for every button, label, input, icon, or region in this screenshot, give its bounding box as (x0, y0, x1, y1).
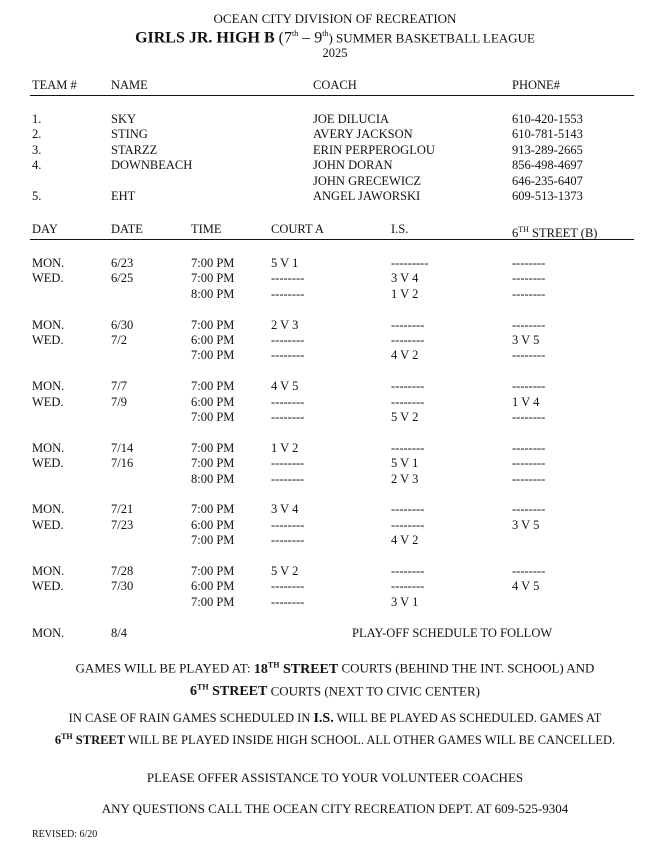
schedule-cell-court-a: 4 V 5 (271, 379, 299, 394)
schedule-cell-sixth: -------- (512, 256, 546, 270)
team-row-team: 2. (32, 127, 42, 142)
team-row-name: STARZZ (111, 142, 158, 157)
schedule-cell-sixth: -------- (512, 317, 546, 332)
location-note (20, 656, 650, 701)
schedule-cell-court-a: -------- (271, 271, 305, 286)
revised-date: REVISED: 6/20 (32, 829, 98, 840)
league-title-rest: ) SUMMER BASKETBALL LEAGUE (328, 30, 535, 46)
schedule-cell-date: 7/14 (111, 440, 134, 455)
schedule-header-court-a: COURT A (271, 222, 324, 236)
team-row-coach: JOHN GRECEWICZ (313, 173, 421, 188)
schedule-cell-sixth: 1 V 4 (512, 394, 540, 409)
team-row-coach: ERIN PERPEROGLOU (313, 142, 435, 157)
teams-header-phone: PHONE# (512, 78, 560, 92)
schedule-cell-day: WED. (32, 456, 64, 471)
teams-header-rule (30, 95, 634, 96)
team-row-team: 4. (32, 158, 42, 173)
team-row-name: DOWNBEACH (111, 158, 193, 173)
schedule-cell-sixth: -------- (512, 502, 546, 517)
teams-header-coach: COACH (313, 78, 357, 92)
schedule-cell-date: 7/7 (111, 379, 127, 394)
schedule-cell-court-a: 1 V 2 (271, 440, 299, 455)
schedule-cell-date: 7/28 (111, 564, 134, 578)
league-grade-sup2: th (322, 29, 329, 38)
sixth-pre: 6 (512, 226, 519, 241)
schedule-cell-time: 7:00 PM (191, 456, 235, 471)
schedule-cell-day: MON. (32, 256, 65, 270)
schedule-cell-court-a: 5 V 1 (271, 256, 299, 270)
schedule-cell-time: 7:00 PM (191, 410, 235, 424)
sixth-sup: TH (518, 225, 529, 234)
league-grade-sup1: th (292, 29, 299, 38)
schedule-cell-court-a: 3 V 4 (271, 502, 299, 517)
team-row-coach: JOE DILUCIA (313, 112, 390, 126)
schedule-cell-court-a: -------- (271, 456, 305, 471)
schedule-cell-date: 7/2 (111, 333, 127, 347)
schedule-cell-is: -------- (391, 564, 425, 578)
schedule-cell-is: 5 V 2 (391, 410, 419, 424)
schedule-cell-is: 4 V 2 (391, 348, 419, 363)
schedule-cell-is: 1 V 2 (391, 286, 419, 301)
schedule-cell-day: WED. (32, 579, 64, 594)
schedule-cell-court-a: 5 V 2 (271, 564, 299, 578)
schedule-cell-time: 7:00 PM (191, 564, 235, 578)
schedule-cell-date: 6/30 (111, 317, 134, 332)
schedule-cell-court-a: -------- (271, 594, 305, 609)
schedule-cell-day: WED. (32, 271, 64, 286)
schedule-cell-sixth: -------- (512, 348, 546, 363)
schedule-cell-day: MON. (32, 564, 65, 578)
location-pre: GAMES WILL BE PLAYED AT: (75, 660, 254, 676)
schedule-header-date: DATE (111, 222, 143, 236)
schedule-cell-court-a: -------- (271, 333, 305, 347)
schedule-cell-time: 7:00 PM (191, 256, 235, 270)
schedule-cell-court-a: -------- (271, 533, 305, 548)
schedule-cell-is: 4 V 2 (391, 533, 419, 548)
league-grade-dash: – 9 (298, 29, 323, 47)
schedule-cell-is: -------- (391, 379, 425, 394)
schedule-cell-is: 3 V 1 (391, 594, 419, 609)
schedule-cell-is: 5 V 1 (391, 456, 419, 471)
playoff-day: MON. (32, 626, 65, 640)
team-row-coach: ANGEL JAWORSKI (313, 189, 421, 203)
league-grade-open: (7 (274, 29, 292, 47)
schedule-cell-time: 7:00 PM (191, 440, 235, 455)
schedule-cell-court-a: -------- (271, 394, 305, 409)
location-6th: 6TH STREET (190, 682, 268, 700)
schedule-cell-time: 7:00 PM (191, 271, 235, 286)
questions-note: ANY QUESTIONS CALL THE OCEAN CITY RECREATION DEPT. AT 609-525-9304 (101, 801, 569, 816)
sixth-post: STREET (B) (528, 226, 598, 241)
rain-is: I.S. (313, 711, 334, 726)
schedule-cell-court-a: -------- (271, 517, 305, 532)
schedule-cell-time: 6:00 PM (191, 517, 235, 532)
schedule-cell-is: 2 V 3 (391, 471, 419, 486)
schedule-header-is: I.S. (391, 222, 409, 236)
teams-header-team: TEAM # (32, 78, 77, 92)
schedule-cell-court-a: -------- (271, 410, 305, 424)
team-row-phone: 856-498-4697 (512, 158, 583, 173)
schedule-cell-is: -------- (391, 317, 425, 332)
schedule-header-time: TIME (191, 222, 222, 236)
team-row-phone: 609-513-1373 (512, 189, 583, 203)
team-row-phone: 610-781-5143 (512, 127, 583, 142)
schedule-cell-court-a: -------- (271, 471, 305, 486)
schedule-cell-time: 7:00 PM (191, 348, 235, 363)
schedule-cell-time: 8:00 PM (191, 286, 235, 301)
rain-mid: WILL BE PLAYED AS SCHEDULED. GAMES AT (333, 711, 602, 725)
team-row-team: 3. (32, 142, 42, 157)
league-year: 2025 (322, 46, 348, 60)
schedule-cell-sixth: -------- (512, 379, 546, 394)
schedule-cell-day: MON. (32, 317, 65, 332)
location-18th: 18TH STREET (253, 660, 339, 677)
playoff-note: PLAY-OFF SCHEDULE TO FOLLOW (352, 626, 553, 640)
schedule-cell-day: MON. (32, 502, 65, 517)
schedule-cell-day: WED. (32, 517, 64, 532)
schedule-cell-day: WED. (32, 333, 64, 347)
schedule-cell-sixth: -------- (512, 456, 546, 471)
schedule-cell-date: 7/9 (111, 394, 127, 409)
schedule-cell-is: -------- (391, 440, 425, 455)
location-mid: COURTS (BEHIND THE INT. SCHOOL) AND (338, 660, 595, 676)
rain-end: WILL BE PLAYED INSIDE HIGH SCHOOL. ALL OTHER GAMES WILL BE CANCELLED. (125, 733, 616, 748)
assist-note: PLEASE OFFER ASSISTANCE TO YOUR VOLUNTEER COACHES (146, 770, 524, 785)
schedule-cell-sixth: -------- (512, 286, 546, 301)
schedule-cell-time: 6:00 PM (191, 333, 235, 347)
schedule-cell-day: WED. (32, 394, 64, 409)
rain-pre: IN CASE OF RAIN GAMES SCHEDULED IN (68, 711, 314, 725)
schedule-cell-time: 7:00 PM (191, 533, 235, 548)
schedule-cell-day: MON. (32, 440, 65, 455)
schedule-cell-is: -------- (391, 333, 425, 347)
schedule-cell-time: 6:00 PM (191, 394, 235, 409)
schedule-cell-court-a: -------- (271, 286, 305, 301)
schedule-cell-court-a: -------- (271, 348, 305, 363)
league-title-bold: GIRLS JR. HIGH B (135, 29, 275, 47)
schedule-cell-time: 8:00 PM (191, 471, 235, 486)
schedule-cell-time: 6:00 PM (191, 579, 235, 594)
schedule-cell-day: MON. (32, 379, 65, 394)
schedule-cell-sixth: -------- (512, 471, 546, 486)
playoff-date: 8/4 (111, 626, 127, 640)
schedule-cell-date: 7/21 (111, 502, 134, 517)
schedule-header-day: DAY (32, 222, 58, 236)
schedule-cell-court-a: 2 V 3 (271, 317, 299, 332)
schedule-header-rule (30, 239, 634, 240)
schedule-cell-is: 3 V 4 (391, 271, 419, 286)
schedule-cell-is: -------- (391, 579, 425, 594)
league-title (0, 29, 670, 47)
schedule-cell-sixth: -------- (512, 440, 546, 455)
schedule-cell-time: 7:00 PM (191, 594, 235, 609)
schedule-cell-date: 7/30 (111, 579, 134, 594)
team-row-team: 1. (32, 112, 42, 126)
schedule-cell-sixth: -------- (512, 564, 546, 578)
schedule-cell-date: 7/23 (111, 517, 134, 532)
schedule-cell-time: 7:00 PM (191, 379, 235, 394)
schedule-cell-is: -------- (391, 517, 425, 532)
team-row-name: STING (111, 127, 148, 142)
team-row-coach: AVERY JACKSON (313, 127, 413, 142)
division-title: OCEAN CITY DIVISION OF RECREATION (213, 11, 457, 26)
schedule-cell-sixth: 3 V 5 (512, 517, 540, 532)
location-end: COURTS (NEXT TO CIVIC CENTER) (267, 683, 480, 699)
team-row-phone: 646-235-6407 (512, 173, 583, 188)
team-row-team: 5. (32, 189, 42, 203)
schedule-cell-sixth: -------- (512, 271, 546, 286)
schedule-cell-is: -------- (391, 394, 425, 409)
schedule-cell-court-a: -------- (271, 579, 305, 594)
schedule-cell-sixth: -------- (512, 410, 546, 424)
schedule-cell-is: --------- (391, 256, 429, 270)
team-row-phone: 610-420-1553 (512, 112, 583, 126)
schedule-cell-time: 7:00 PM (191, 502, 235, 517)
team-row-phone: 913-289-2665 (512, 142, 583, 157)
schedule-cell-date: 6/23 (111, 256, 134, 270)
rain-6th: 6TH STREET (54, 732, 126, 748)
team-row-name: EHT (111, 189, 136, 203)
team-row-name: SKY (111, 112, 137, 126)
schedule-cell-date: 6/25 (111, 271, 134, 286)
rain-note (20, 709, 650, 749)
schedule-cell-time: 7:00 PM (191, 317, 235, 332)
team-row-coach: JOHN DORAN (313, 158, 393, 173)
schedule-cell-sixth: 3 V 5 (512, 333, 540, 347)
schedule-cell-is: -------- (391, 502, 425, 517)
teams-header-name: NAME (111, 78, 148, 92)
schedule-cell-date: 7/16 (111, 456, 134, 471)
schedule-cell-sixth: 4 V 5 (512, 579, 540, 594)
